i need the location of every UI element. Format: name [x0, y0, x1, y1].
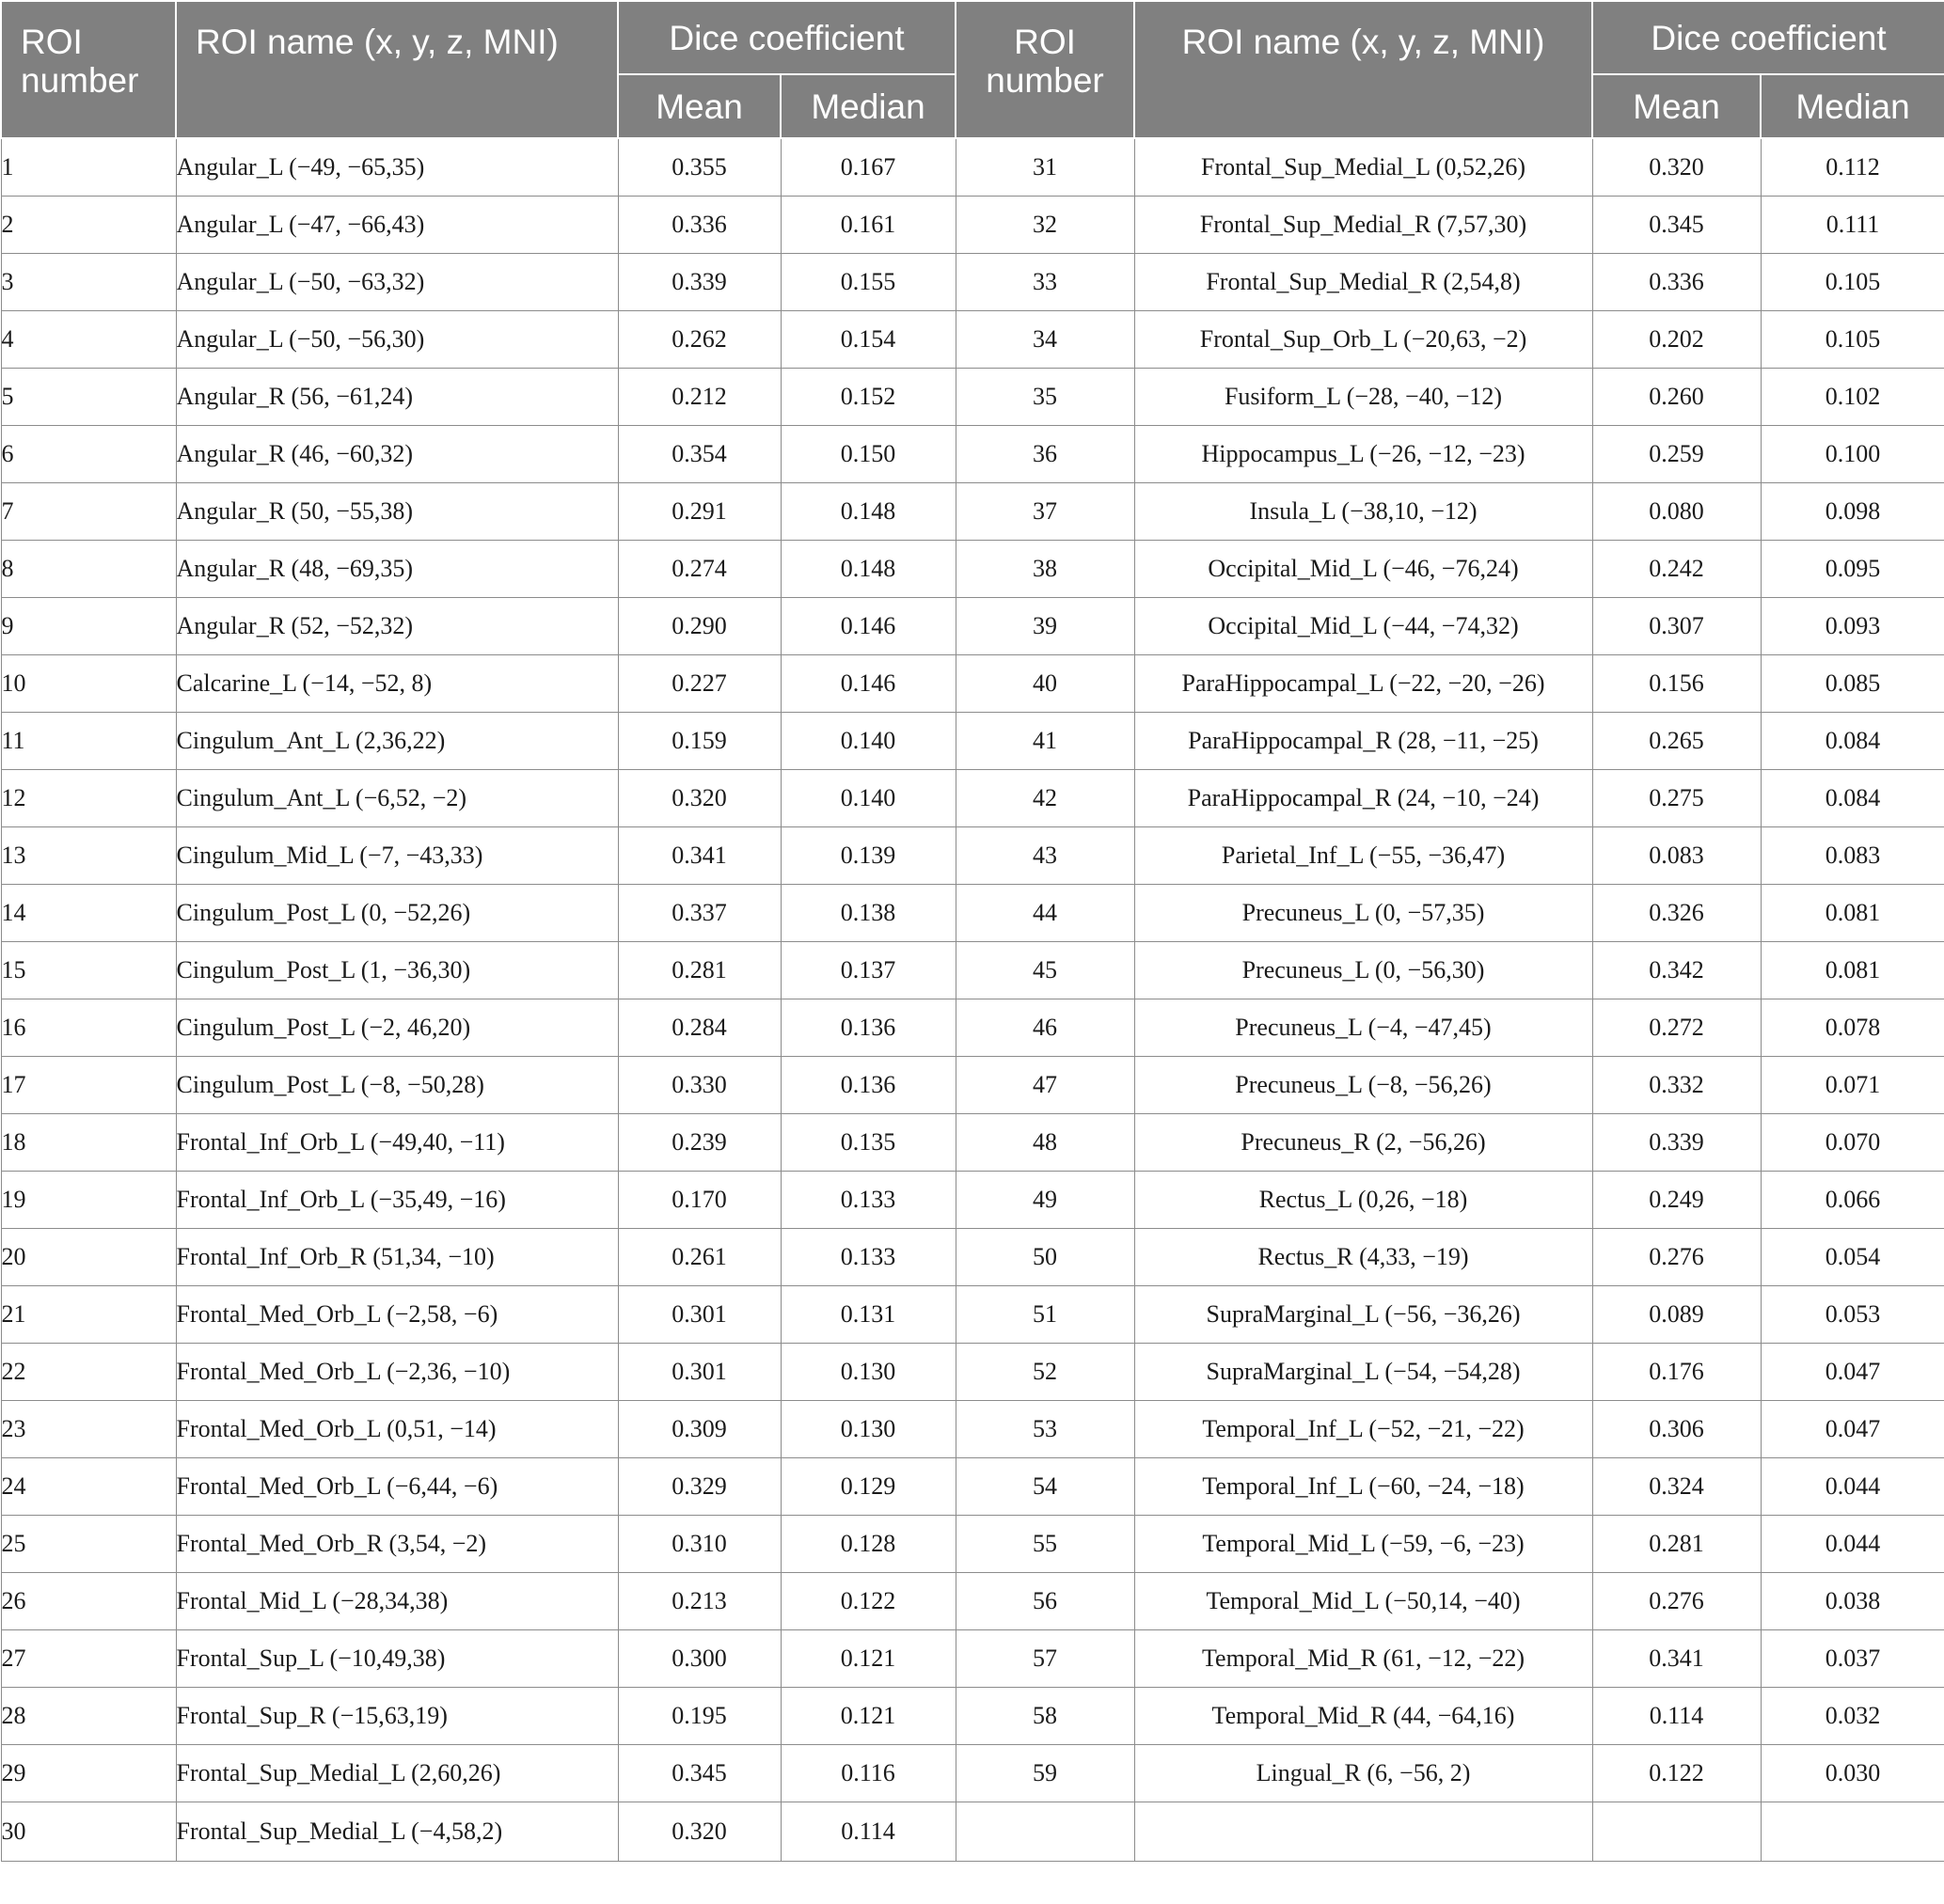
roi-number-cell: 35: [956, 369, 1134, 426]
roi-name-cell: Rectus_R (4,33, −19): [1134, 1229, 1592, 1286]
roi-number-cell: 37: [956, 483, 1134, 541]
roi-name-cell: Frontal_Sup_Medial_L (2,60,26): [176, 1745, 618, 1802]
dice-mean-cell: 0.301: [618, 1286, 781, 1344]
dice-median-cell: 0.085: [1761, 655, 1944, 713]
dice-median-cell: 0.131: [781, 1286, 956, 1344]
dice-median-cell: 0.070: [1761, 1114, 1944, 1172]
roi-name-cell: Cingulum_Mid_L (−7, −43,33): [176, 827, 618, 885]
table-row: [1, 1458, 1944, 1516]
dice-median-cell: 0.138: [781, 885, 956, 942]
dice-mean-cell: 0.291: [618, 483, 781, 541]
roi-number-cell: 40: [956, 655, 1134, 713]
dice-median-cell: 0.154: [781, 311, 956, 369]
dice-mean-cell: 0.114: [1592, 1688, 1761, 1745]
dice-mean-cell: 0.261: [618, 1229, 781, 1286]
roi-number-cell: 3: [1, 254, 176, 311]
roi-name-cell: Angular_R (52, −52,32): [176, 598, 618, 655]
roi-number-cell: 48: [956, 1114, 1134, 1172]
table-row: [1, 1573, 1944, 1630]
roi-number-cell: 44: [956, 885, 1134, 942]
dice-median-cell: 0.136: [781, 1057, 956, 1114]
roi-name-cell: Angular_R (56, −61,24): [176, 369, 618, 426]
roi-number-cell: 16: [1, 999, 176, 1057]
dice-median-cell: 0.083: [1761, 827, 1944, 885]
dice-mean-cell: 0.309: [618, 1401, 781, 1458]
table-row: [1, 311, 1944, 369]
dice-median-cell: 0.095: [1761, 541, 1944, 598]
table-row: [1, 197, 1944, 254]
dice-median-cell: 0.161: [781, 197, 956, 254]
dice-median-cell: 0.071: [1761, 1057, 1944, 1114]
roi-name-cell: SupraMarginal_L (−54, −54,28): [1134, 1344, 1592, 1401]
roi-name-cell: Frontal_Med_Orb_L (−6,44, −6): [176, 1458, 618, 1516]
roi-number-cell: 20: [1, 1229, 176, 1286]
dice-median-cell: 0.053: [1761, 1286, 1944, 1344]
dice-median-cell: 0.112: [1761, 138, 1944, 197]
dice-mean-cell: 0.195: [618, 1688, 781, 1745]
roi-number-cell: 51: [956, 1286, 1134, 1344]
dice-median-cell: 0.084: [1761, 770, 1944, 827]
header-median-left: Median: [781, 74, 956, 138]
dice-median-cell: 0.030: [1761, 1745, 1944, 1802]
dice-mean-cell: 0.300: [618, 1630, 781, 1688]
dice-mean-cell: 0.341: [618, 827, 781, 885]
dice-mean-cell: 0.284: [618, 999, 781, 1057]
header-roi-number-right: ROI number: [956, 1, 1134, 138]
dice-mean-cell: 0.276: [1592, 1573, 1761, 1630]
roi-name-cell: Temporal_Mid_R (61, −12, −22): [1134, 1630, 1592, 1688]
roi-name-cell: Frontal_Sup_Medial_R (7,57,30): [1134, 197, 1592, 254]
dice-mean-cell: 0.320: [618, 1802, 781, 1862]
roi-number-cell: 10: [1, 655, 176, 713]
dice-median-cell: 0.037: [1761, 1630, 1944, 1688]
roi-name-cell: Occipital_Mid_L (−44, −74,32): [1134, 598, 1592, 655]
roi-name-cell: Frontal_Med_Orb_L (−2,58, −6): [176, 1286, 618, 1344]
table-row: [1, 1114, 1944, 1172]
dice-mean-cell: 0.355: [618, 138, 781, 197]
roi-name-cell: ParaHippocampal_R (24, −10, −24): [1134, 770, 1592, 827]
dice-mean-cell: 0.202: [1592, 311, 1761, 369]
roi-name-cell: Frontal_Med_Orb_R (3,54, −2): [176, 1516, 618, 1573]
roi-name-cell: Parietal_Inf_L (−55, −36,47): [1134, 827, 1592, 885]
roi-number-cell: 55: [956, 1516, 1134, 1573]
dice-mean-cell: 0.345: [618, 1745, 781, 1802]
dice-median-cell: 0.130: [781, 1401, 956, 1458]
dice-median-cell: 0.129: [781, 1458, 956, 1516]
roi-name-cell: Insula_L (−38,10, −12): [1134, 483, 1592, 541]
roi-number-cell: 31: [956, 138, 1134, 197]
dice-mean-cell: 0.275: [1592, 770, 1761, 827]
dice-median-cell: 0.105: [1761, 254, 1944, 311]
dice-mean-cell: 0.212: [618, 369, 781, 426]
table-row: [1, 770, 1944, 827]
table-row: [1, 369, 1944, 426]
table-row: [1, 1286, 1944, 1344]
roi-number-cell: 45: [956, 942, 1134, 999]
dice-mean-cell: 0.324: [1592, 1458, 1761, 1516]
roi-name-cell: Frontal_Inf_Orb_L (−35,49, −16): [176, 1172, 618, 1229]
table-row: [1, 942, 1944, 999]
roi-number-cell: 21: [1, 1286, 176, 1344]
dice-mean-cell: 0.341: [1592, 1630, 1761, 1688]
roi-name-cell: Temporal_Mid_R (44, −64,16): [1134, 1688, 1592, 1745]
dice-mean-cell: 0.354: [618, 426, 781, 483]
dice-mean-cell: 0.330: [618, 1057, 781, 1114]
roi-number-cell: 5: [1, 369, 176, 426]
dice-mean-cell: 0.239: [618, 1114, 781, 1172]
dice-mean-cell: 0.227: [618, 655, 781, 713]
dice-mean-cell: 0.290: [618, 598, 781, 655]
roi-name-cell: Precuneus_L (0, −57,35): [1134, 885, 1592, 942]
table-row: [1, 1745, 1944, 1802]
dice-mean-cell: 0.260: [1592, 369, 1761, 426]
dice-median-cell: 0.148: [781, 541, 956, 598]
roi-number-cell: 50: [956, 1229, 1134, 1286]
dice-mean-cell: 0.265: [1592, 713, 1761, 770]
roi-number-cell: 52: [956, 1344, 1134, 1401]
header-mean-right: Mean: [1592, 74, 1761, 138]
roi-name-cell: Cingulum_Post_L (1, −36,30): [176, 942, 618, 999]
dice-mean-cell: 0.345: [1592, 197, 1761, 254]
dice-mean-cell: 0.310: [618, 1516, 781, 1573]
roi-name-cell: Frontal_Mid_L (−28,34,38): [176, 1573, 618, 1630]
roi-name-cell: ParaHippocampal_L (−22, −20, −26): [1134, 655, 1592, 713]
roi-number-cell: 39: [956, 598, 1134, 655]
dice-median-cell: 0.150: [781, 426, 956, 483]
dice-mean-cell: 0.301: [618, 1344, 781, 1401]
dice-median-cell: 0.044: [1761, 1458, 1944, 1516]
dice-mean-cell: 0.170: [618, 1172, 781, 1229]
header-roi-name-right: ROI name (x, y, z, MNI): [1134, 1, 1592, 138]
roi-number-cell: 54: [956, 1458, 1134, 1516]
roi-number-cell: 36: [956, 426, 1134, 483]
roi-name-cell: Occipital_Mid_L (−46, −76,24): [1134, 541, 1592, 598]
roi-number-cell: [956, 1802, 1134, 1862]
roi-name-cell: SupraMarginal_L (−56, −36,26): [1134, 1286, 1592, 1344]
dice-mean-cell: 0.274: [618, 541, 781, 598]
roi-number-cell: 58: [956, 1688, 1134, 1745]
dice-median-cell: 0.105: [1761, 311, 1944, 369]
roi-number-cell: 29: [1, 1745, 176, 1802]
dice-mean-cell: 0.342: [1592, 942, 1761, 999]
table-row: [1, 138, 1944, 197]
roi-name-cell: Precuneus_L (−4, −47,45): [1134, 999, 1592, 1057]
roi-number-cell: 18: [1, 1114, 176, 1172]
table-row: [1, 1172, 1944, 1229]
dice-mean-cell: 0.262: [618, 311, 781, 369]
roi-name-cell: Frontal_Sup_R (−15,63,19): [176, 1688, 618, 1745]
table-row: [1, 999, 1944, 1057]
table-row: [1, 1057, 1944, 1114]
roi-number-cell: 38: [956, 541, 1134, 598]
dice-median-cell: 0.047: [1761, 1344, 1944, 1401]
dice-mean-cell: 0.336: [618, 197, 781, 254]
table-body: [1, 138, 1944, 1862]
dice-mean-cell: 0.320: [618, 770, 781, 827]
roi-number-cell: 17: [1, 1057, 176, 1114]
roi-number-cell: 46: [956, 999, 1134, 1057]
dice-median-cell: 0.121: [781, 1688, 956, 1745]
dice-median-cell: 0.066: [1761, 1172, 1944, 1229]
table-row: [1, 254, 1944, 311]
dice-mean-cell: 0.339: [618, 254, 781, 311]
roi-name-cell: Precuneus_R (2, −56,26): [1134, 1114, 1592, 1172]
dice-median-cell: 0.054: [1761, 1229, 1944, 1286]
roi-number-cell: 13: [1, 827, 176, 885]
dice-median-cell: 0.130: [781, 1344, 956, 1401]
dice-mean-cell: 0.329: [618, 1458, 781, 1516]
dice-mean-cell: 0.249: [1592, 1172, 1761, 1229]
table-row: [1, 885, 1944, 942]
dice-median-cell: 0.116: [781, 1745, 956, 1802]
table-row: [1, 541, 1944, 598]
dice-mean-cell: 0.083: [1592, 827, 1761, 885]
dice-median-cell: 0.133: [781, 1229, 956, 1286]
roi-name-cell: Temporal_Mid_L (−50,14, −40): [1134, 1573, 1592, 1630]
dice-mean-cell: 0.080: [1592, 483, 1761, 541]
roi-number-cell: 8: [1, 541, 176, 598]
roi-number-cell: 11: [1, 713, 176, 770]
header-median-right: Median: [1761, 74, 1944, 138]
roi-number-cell: 34: [956, 311, 1134, 369]
roi-name-cell: Angular_R (50, −55,38): [176, 483, 618, 541]
roi-number-cell: 1: [1, 138, 176, 197]
roi-name-cell: Cingulum_Ant_L (2,36,22): [176, 713, 618, 770]
table-row: [1, 483, 1944, 541]
dice-median-cell: 0.081: [1761, 942, 1944, 999]
roi-number-cell: 14: [1, 885, 176, 942]
dice-median-cell: 0.135: [781, 1114, 956, 1172]
dice-median-cell: 0.140: [781, 713, 956, 770]
table-row: [1, 1630, 1944, 1688]
roi-number-cell: 2: [1, 197, 176, 254]
roi-name-cell: Frontal_Inf_Orb_R (51,34, −10): [176, 1229, 618, 1286]
dice-median-cell: 0.137: [781, 942, 956, 999]
header-roi-name-left: ROI name (x, y, z, MNI): [176, 1, 618, 138]
roi-name-cell: Cingulum_Post_L (0, −52,26): [176, 885, 618, 942]
roi-number-cell: 15: [1, 942, 176, 999]
dice-mean-cell: 0.320: [1592, 138, 1761, 197]
dice-median-cell: 0.098: [1761, 483, 1944, 541]
roi-number-cell: 59: [956, 1745, 1134, 1802]
table-row: [1, 1344, 1944, 1401]
table-row: [1, 713, 1944, 770]
header-roi-number-left: ROI number: [1, 1, 176, 138]
table-row: [1, 655, 1944, 713]
dice-median-cell: 0.081: [1761, 885, 1944, 942]
roi-number-cell: 56: [956, 1573, 1134, 1630]
roi-number-cell: 30: [1, 1802, 176, 1862]
table-row: [1, 598, 1944, 655]
dice-mean-cell: [1592, 1802, 1761, 1862]
table-row: [1, 827, 1944, 885]
roi-name-cell: Frontal_Sup_Medial_L (−4,58,2): [176, 1802, 618, 1862]
roi-name-cell: Frontal_Med_Orb_L (0,51, −14): [176, 1401, 618, 1458]
dice-median-cell: 0.111: [1761, 197, 1944, 254]
dice-mean-cell: 0.337: [618, 885, 781, 942]
header-mean-left: Mean: [618, 74, 781, 138]
roi-number-cell: 4: [1, 311, 176, 369]
dice-median-cell: 0.148: [781, 483, 956, 541]
roi-number-cell: 33: [956, 254, 1134, 311]
roi-number-cell: 9: [1, 598, 176, 655]
roi-name-cell: Lingual_R (6, −56, 2): [1134, 1745, 1592, 1802]
roi-number-cell: 53: [956, 1401, 1134, 1458]
roi-name-cell: Angular_R (46, −60,32): [176, 426, 618, 483]
header-dice-coefficient-right: Dice coefficient: [1592, 1, 1944, 74]
dice-mean-cell: 0.339: [1592, 1114, 1761, 1172]
roi-name-cell: Cingulum_Post_L (−8, −50,28): [176, 1057, 618, 1114]
dice-median-cell: 0.093: [1761, 598, 1944, 655]
roi-name-cell: Rectus_L (0,26, −18): [1134, 1172, 1592, 1229]
dice-median-cell: 0.032: [1761, 1688, 1944, 1745]
roi-name-cell: Temporal_Mid_L (−59, −6, −23): [1134, 1516, 1592, 1573]
dice-median-cell: 0.136: [781, 999, 956, 1057]
dice-median-cell: 0.078: [1761, 999, 1944, 1057]
dice-median-cell: 0.102: [1761, 369, 1944, 426]
dice-median-cell: [1761, 1802, 1944, 1862]
roi-name-cell: Angular_L (−49, −65,35): [176, 138, 618, 197]
roi-name-cell: Angular_L (−50, −56,30): [176, 311, 618, 369]
dice-median-cell: 0.084: [1761, 713, 1944, 770]
table-row: [1, 1516, 1944, 1573]
dice-median-cell: 0.128: [781, 1516, 956, 1573]
dice-median-cell: 0.139: [781, 827, 956, 885]
roi-name-cell: Cingulum_Post_L (−2, 46,20): [176, 999, 618, 1057]
dice-median-cell: 0.047: [1761, 1401, 1944, 1458]
dice-median-cell: 0.038: [1761, 1573, 1944, 1630]
roi-number-cell: 6: [1, 426, 176, 483]
roi-number-cell: 47: [956, 1057, 1134, 1114]
roi-number-cell: 41: [956, 713, 1134, 770]
roi-number-cell: 19: [1, 1172, 176, 1229]
dice-mean-cell: 0.156: [1592, 655, 1761, 713]
roi-number-cell: 22: [1, 1344, 176, 1401]
roi-number-cell: 57: [956, 1630, 1134, 1688]
table-row: [1, 1802, 1944, 1862]
table-row: [1, 1401, 1944, 1458]
roi-number-cell: 23: [1, 1401, 176, 1458]
dice-mean-cell: 0.242: [1592, 541, 1761, 598]
roi-name-cell: Temporal_Inf_L (−60, −24, −18): [1134, 1458, 1592, 1516]
table-row: [1, 1229, 1944, 1286]
table-row: [1, 426, 1944, 483]
roi-name-cell: Calcarine_L (−14, −52, 8): [176, 655, 618, 713]
roi-number-cell: 12: [1, 770, 176, 827]
dice-median-cell: 0.146: [781, 655, 956, 713]
roi-number-cell: 42: [956, 770, 1134, 827]
dice-mean-cell: 0.281: [1592, 1516, 1761, 1573]
roi-name-cell: Cingulum_Ant_L (−6,52, −2): [176, 770, 618, 827]
roi-number-cell: 49: [956, 1172, 1134, 1229]
dice-median-cell: 0.146: [781, 598, 956, 655]
dice-median-cell: 0.133: [781, 1172, 956, 1229]
roi-number-cell: 24: [1, 1458, 176, 1516]
roi-name-cell: [1134, 1802, 1592, 1862]
roi-number-cell: 32: [956, 197, 1134, 254]
roi-number-cell: 7: [1, 483, 176, 541]
roi-name-cell: Angular_L (−50, −63,32): [176, 254, 618, 311]
dice-median-cell: 0.114: [781, 1802, 956, 1862]
dice-mean-cell: 0.272: [1592, 999, 1761, 1057]
roi-name-cell: Frontal_Sup_Medial_R (2,54,8): [1134, 254, 1592, 311]
dice-median-cell: 0.044: [1761, 1516, 1944, 1573]
roi-number-cell: 26: [1, 1573, 176, 1630]
dice-mean-cell: 0.281: [618, 942, 781, 999]
dice-mean-cell: 0.276: [1592, 1229, 1761, 1286]
dice-median-cell: 0.100: [1761, 426, 1944, 483]
dice-mean-cell: 0.306: [1592, 1401, 1761, 1458]
dice-mean-cell: 0.326: [1592, 885, 1761, 942]
dice-mean-cell: 0.336: [1592, 254, 1761, 311]
dice-mean-cell: 0.159: [618, 713, 781, 770]
roi-name-cell: Angular_L (−47, −66,43): [176, 197, 618, 254]
dice-median-cell: 0.155: [781, 254, 956, 311]
roi-name-cell: Frontal_Sup_L (−10,49,38): [176, 1630, 618, 1688]
dice-median-cell: 0.140: [781, 770, 956, 827]
dice-median-cell: 0.122: [781, 1573, 956, 1630]
dice-median-cell: 0.167: [781, 138, 956, 197]
roi-name-cell: Frontal_Sup_Medial_L (0,52,26): [1134, 138, 1592, 197]
roi-name-cell: Frontal_Med_Orb_L (−2,36, −10): [176, 1344, 618, 1401]
dice-mean-cell: 0.213: [618, 1573, 781, 1630]
roi-name-cell: Temporal_Inf_L (−52, −21, −22): [1134, 1401, 1592, 1458]
roi-name-cell: Precuneus_L (−8, −56,26): [1134, 1057, 1592, 1114]
roi-number-cell: 43: [956, 827, 1134, 885]
dice-median-cell: 0.152: [781, 369, 956, 426]
dice-mean-cell: 0.259: [1592, 426, 1761, 483]
dice-median-cell: 0.121: [781, 1630, 956, 1688]
dice-mean-cell: 0.122: [1592, 1745, 1761, 1802]
roi-number-cell: 27: [1, 1630, 176, 1688]
roi-name-cell: Angular_R (48, −69,35): [176, 541, 618, 598]
roi-number-cell: 25: [1, 1516, 176, 1573]
dice-mean-cell: 0.089: [1592, 1286, 1761, 1344]
roi-number-cell: 28: [1, 1688, 176, 1745]
dice-mean-cell: 0.176: [1592, 1344, 1761, 1401]
roi-name-cell: Precuneus_L (0, −56,30): [1134, 942, 1592, 999]
header-dice-coefficient-left: Dice coefficient: [618, 1, 956, 74]
table-row: [1, 1688, 1944, 1745]
roi-name-cell: Frontal_Sup_Orb_L (−20,63, −2): [1134, 311, 1592, 369]
roi-name-cell: Hippocampus_L (−26, −12, −23): [1134, 426, 1592, 483]
dice-mean-cell: 0.332: [1592, 1057, 1761, 1114]
roi-name-cell: Fusiform_L (−28, −40, −12): [1134, 369, 1592, 426]
dice-mean-cell: 0.307: [1592, 598, 1761, 655]
roi-name-cell: ParaHippocampal_R (28, −11, −25): [1134, 713, 1592, 770]
roi-name-cell: Frontal_Inf_Orb_L (−49,40, −11): [176, 1114, 618, 1172]
